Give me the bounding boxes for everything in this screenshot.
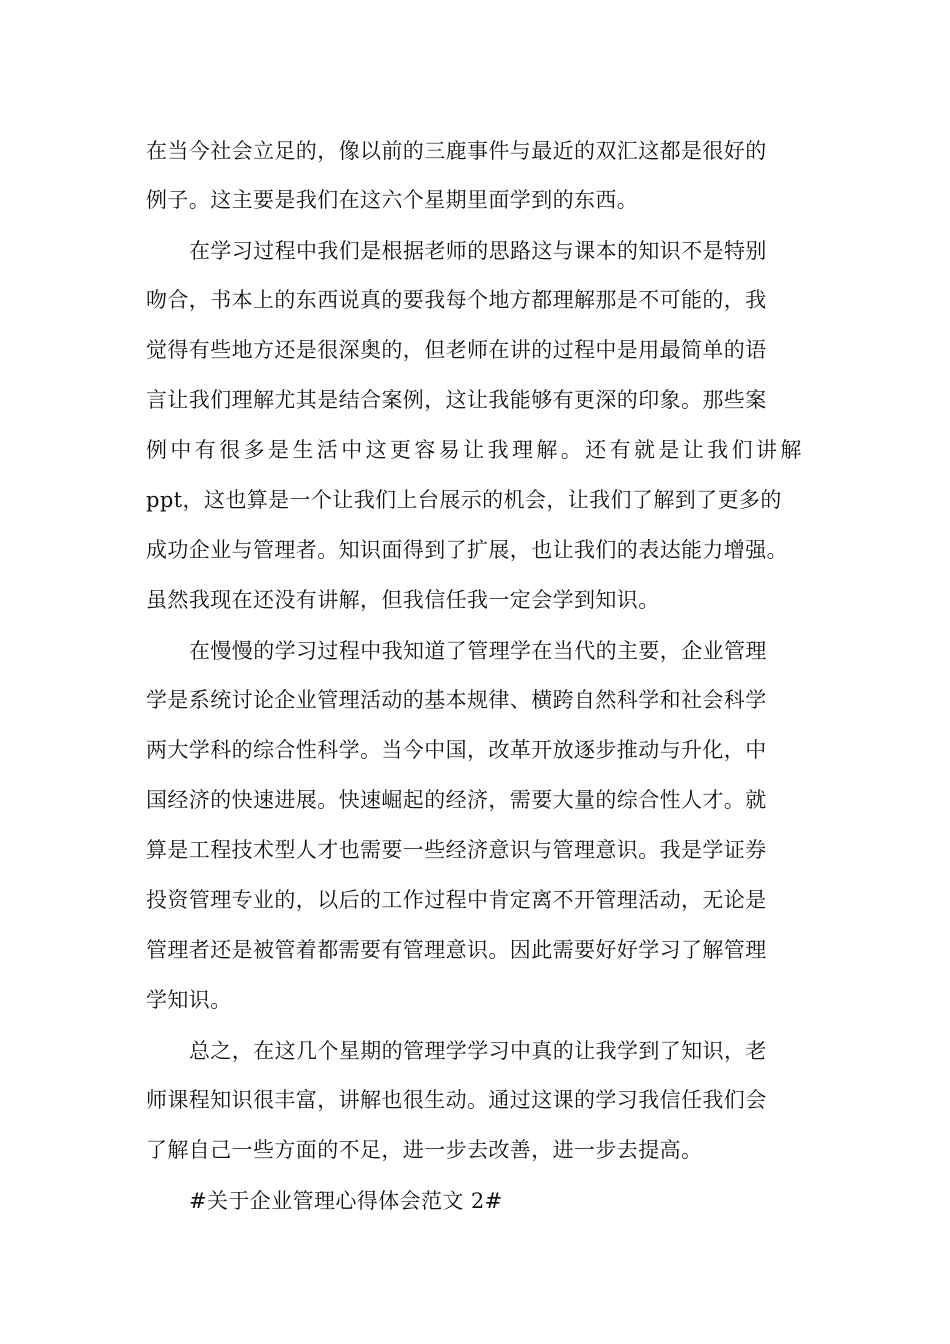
text-line: 师课程知识很丰富，讲解也很生动。通过这课的学习我信任我们会 <box>146 1088 767 1112</box>
text-line: 虽然我现在还没有讲解，但我信任我一定会学到知识。 <box>146 588 660 612</box>
text-line: 在当今社会立足的，像以前的三鹿事件与最近的双汇这都是很好的 <box>146 139 767 163</box>
text-line: 两大学科的综合性科学。当今中国，改革开放逐步推动与升化，中 <box>146 738 767 762</box>
paragraph-first-line: 在慢慢的学习过程中我知道了管理学在当代的主要，企业管理 <box>189 639 767 663</box>
text-line: ppt，这也算是一个让我们上台展示的机会，让我们了解到了更多的 <box>146 488 782 512</box>
text-line: 言让我们理解尤其是结合案例，这让我能够有更深的印象。那些案 <box>146 388 767 412</box>
text-line: 觉得有些地方还是很深奥的，但老师在讲的过程中是用最简单的语 <box>146 338 767 362</box>
text-line: 国经济的快速进展。快速崛起的经济，需要大量的综合性人才。就 <box>146 788 767 812</box>
paragraph-first-line: 在学习过程中我们是根据老师的思路这与课本的知识不是特别 <box>189 239 767 263</box>
text-line: 投资管理专业的，以后的工作过程中肯定离不开管理活动，无论是 <box>146 888 767 912</box>
text-line: 管理者还是被管着都需要有管理意识。因此需要好好学习了解管理 <box>146 938 767 962</box>
text-line: 学知识。 <box>146 988 232 1012</box>
section-heading: #关于企业管理心得体会范文 2# <box>189 1189 503 1213</box>
text-line: 例中有很多是生活中这更容易让我理解。还有就是让我们讲解 <box>146 438 805 462</box>
text-line: 了解自己一些方面的不足，进一步去改善，进一步去提高。 <box>146 1138 703 1162</box>
paragraph-first-line: 总之，在这几个星期的管理学学习中真的让我学到了知识，老 <box>189 1039 767 1063</box>
text-line: 学是系统讨论企业管理活动的基本规律、横跨自然科学和社会科学 <box>146 688 767 712</box>
text-line: 算是工程技术型人才也需要一些经济意识与管理意识。我是学证券 <box>146 838 767 862</box>
text-line: 吻合，书本上的东西说真的要我每个地方都理解那是不可能的，我 <box>146 288 767 312</box>
text-line: 例子。这主要是我们在这六个星期里面学到的东西。 <box>146 188 639 212</box>
text-line: 成功企业与管理者。知识面得到了扩展，也让我们的表达能力增强。 <box>146 538 788 562</box>
